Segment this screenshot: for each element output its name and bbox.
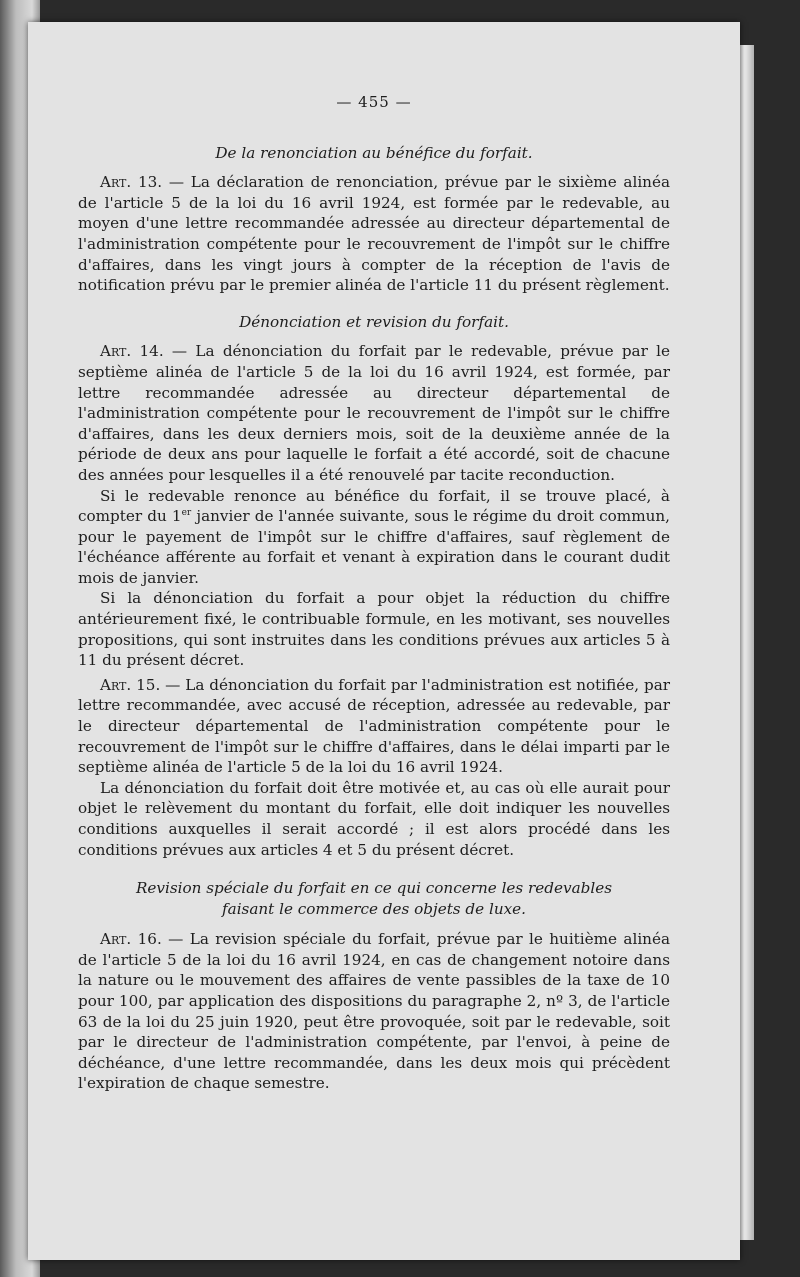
article-paragraph xyxy=(78,341,670,485)
article-paragraph xyxy=(78,172,670,296)
article-text: — La déclaration de renonciation, prévue par le sixième alinéa de l'article 5 de la loi du 16 avril 1924, est formée par le redevable, au moyen d'une lettre recommandée adressée au directeur départemental de l'administration compétente pour le recouvrement de l'impôt sur le chiffre d'affaires, dans les vingt jours à compter de la réception de l'avis de notification prévu par le premier alinéa de l'article 11 du présent règlement. xyxy=(78,173,671,295)
article-text: — La revision spéciale du forfait, prévue par le huitième alinéa de l'article 5 de la loi du 16 avril 1924, en cas de changement notoire dans la nature ou le mouvement des affaires de vente passibles de la taxe de 10 pour 100, par application des dispositions du paragraphe 2, nº 3, de l'article 63 de la loi du 25 juin 1920, peut être provoquée, soit par le redevable, soit par le directeur de l'administration compétente, par l'envoi, à peine de déchéance, d'une lettre recommandée, dans les deux mois qui précèdent l'expiration de chaque semestre. xyxy=(78,930,671,1093)
article-text: — La dénonciation du forfait par l'administration est notifiée, par lettre recommandée, avec accusé de réception, adressée au redevable, par le directeur départemental de l'administration compétente pour le recouvrement de l'impôt sur le chiffre d'affaires, dans le délai imparti par le septième alinéa de l'article 5 de la loi du 16 avril 1924. xyxy=(78,675,671,777)
page-edge xyxy=(738,45,754,1240)
article-text: — La dénonciation du forfait par le redevable, prévue par le septième alinéa de l'article 5 de la loi du 16 avril 1924, est formée, par lettre recommandée adressée au directeur départemental de l'administration compétente pour le recouvrement de l'impôt sur le chiffre d'affaires, dans les deux derniers mois, soit de la deuxième année de la période de deux ans pour laquelle le forfait a été accordé, soit de chacune des années pour lesquelles il a été renouvelé par tacite reconduction. xyxy=(78,342,670,484)
paragraph-text: janvier de l'année suivante, sous le régime du droit commun, pour le payement de l'impôt sur le chiffre d'affaires, sauf règlement de l'échéance afférente au forfait et venant à expiration dans le courant dudit mois de janvier. xyxy=(78,507,670,587)
book-page xyxy=(28,22,740,1260)
article-number: Art. 15. xyxy=(100,675,161,694)
page-number: — 455 — xyxy=(336,93,412,111)
article-number: Art. 14. xyxy=(100,342,164,361)
section-title: Dénonciation et revision du forfait. xyxy=(239,312,509,331)
section-title: De la renonciation au bénéfice du forfait. xyxy=(215,143,533,162)
paragraph: Si la dénonciation du forfait a pour objet la réduction du chiffre antérieurement fixé, le contribuable formule, en les motivant, ses nouvelles propositions, qui sont instruites dans les conditions prévues aux articles 5 à 11 du présent décret. xyxy=(78,589,670,670)
section-title: Revision spéciale du forfait en ce qui concerne les redevables faisant le commerce des objets de luxe. xyxy=(136,879,612,919)
page-content xyxy=(78,92,670,1094)
paragraph xyxy=(78,486,670,589)
article-paragraph xyxy=(78,675,670,778)
ordinal-suffix: er xyxy=(181,508,192,519)
article-number: Art. 13. xyxy=(100,173,163,192)
article-paragraph xyxy=(78,929,670,1094)
paragraph: La dénonciation du forfait doit être motivée et, au cas où elle aurait pour objet le relèvement du montant du forfait, elle doit indiquer les nouvelles conditions auxquelles il serait accordé ; il est alors procédé dans les conditions prévues aux articles 4 et 5 du présent décret. xyxy=(78,778,670,859)
paragraph-text: Si le redevable renonce au bénéfice du forfait, il se trouve placé, à compter du 1 xyxy=(78,486,670,526)
article-number: Art. 16. xyxy=(100,930,162,949)
